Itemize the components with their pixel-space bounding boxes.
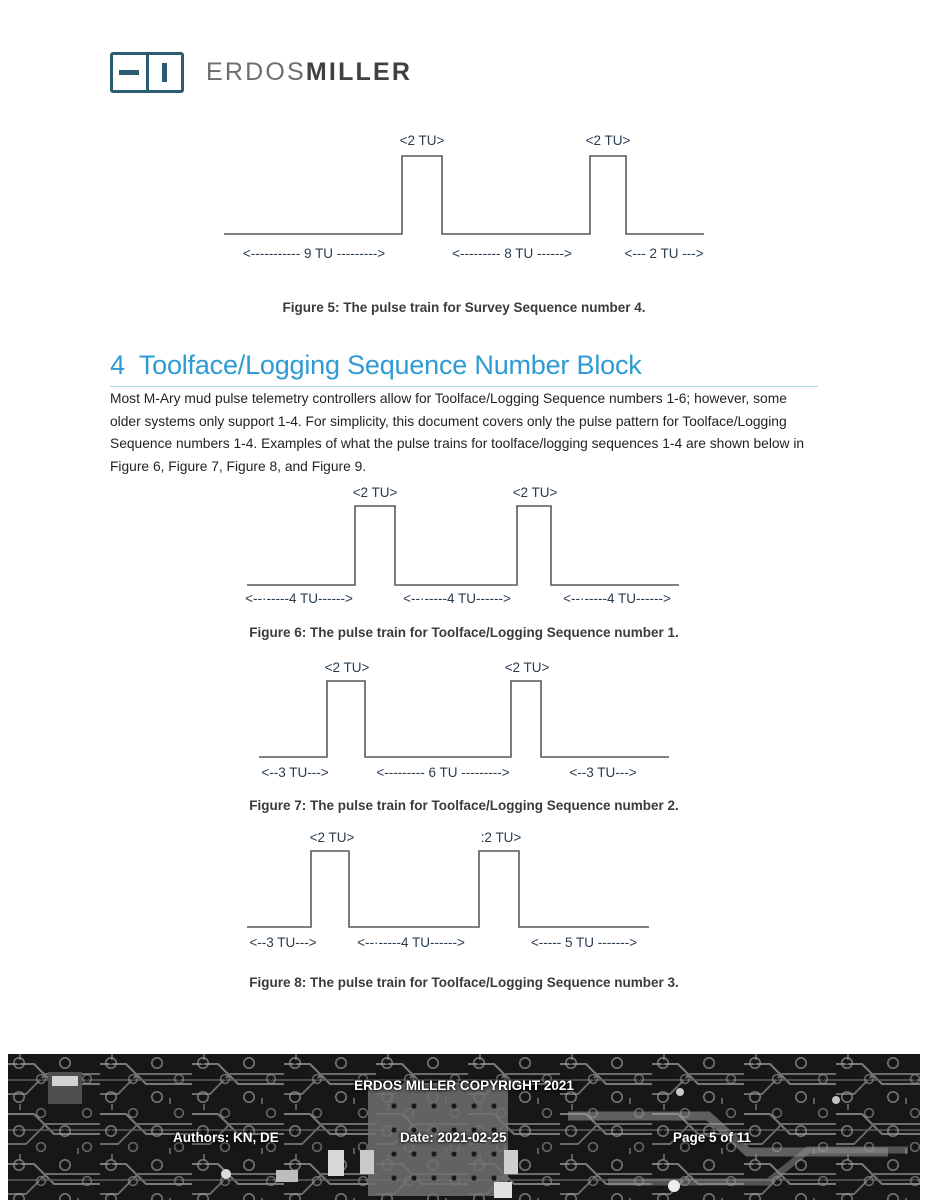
footer-authors: Authors: KN, DE	[173, 1130, 279, 1145]
figure-5-interval-label-3: <--- 2 TU --->	[624, 246, 704, 261]
figure-6-interval-label-2: <--·-----4 TU------>	[403, 591, 511, 606]
figure-6-caption: Figure 6: The pulse train for Toolface/Logging Sequence number 1.	[249, 625, 679, 640]
footer-copyright: ERDOS MILLER COPYRIGHT 2021	[354, 1078, 574, 1093]
figure-7-graphic	[0, 655, 928, 783]
figure-6-graphic	[0, 480, 928, 608]
figure-5-waveform	[204, 128, 724, 268]
figure-8-interval-label-1: <--3 TU--->	[249, 935, 317, 950]
figure-6-interval-label-3: <--·-----4 TU------>	[563, 591, 671, 606]
section-heading	[110, 350, 818, 387]
figure-7-waveform	[239, 655, 689, 783]
figure-5-wave-path	[224, 156, 704, 234]
brand-wordmark	[206, 58, 412, 87]
figure-7-caption: Figure 7: The pulse train for Toolface/Logging Sequence number 2.	[249, 798, 679, 813]
section-paragraph: Most M-Ary mud pulse telemetry controllers allow for Toolface/Logging Sequence numbers 1-6; however, some older systems only support 1-4. For simplicity, this document covers only the pulse pattern for Toolface/Logging Sequence numbers 1-4. Examples of what the pulse trains for toolface/logging sequences 1-4 are shown below in Figure 6, Figure 7, Figure 8, and Figure 9.	[110, 391, 805, 474]
figure-7-interval-label-1: <--3 TU--->	[261, 765, 329, 780]
logo-cell-bar	[146, 55, 182, 90]
figure-7-wave-path	[259, 681, 669, 757]
brand-name-light: ERDOS	[206, 58, 306, 86]
figure-5-caption: Figure 5: The pulse train for Survey Sequence number 4.	[282, 300, 646, 315]
figure-6-interval-label-1: <--·-----4 TU------>	[245, 591, 353, 606]
footer-page-number: Page 5 of 11	[673, 1130, 752, 1145]
figure-5-graphic	[0, 128, 928, 268]
figure-8-caption: Figure 8: The pulse train for Toolface/Logging Sequence number 3.	[249, 975, 679, 990]
logo-cell-dash	[113, 55, 146, 90]
erdosmiller-logo-icon	[110, 52, 184, 93]
figure-5-pulse-label-1: <2 TU>	[399, 133, 445, 148]
figure-8-graphic	[0, 825, 928, 953]
footer-date: Date: 2021-02-25	[400, 1130, 507, 1145]
figure-6-pulse-label-1: <2 TU>	[352, 485, 398, 500]
logo-bar-shape	[162, 63, 167, 82]
section-title: Toolface/Logging Sequence Number Block	[138, 350, 642, 380]
brand-name-bold: MILLER	[305, 58, 413, 86]
figure-8-interval-label-2: <--·-----4 TU------>	[357, 935, 465, 950]
figure-8-pulse-label-1: <2 TU>	[309, 830, 355, 845]
figure-7-pulse-label-2: <2 TU>	[504, 660, 550, 675]
figure-6-waveform	[229, 480, 699, 608]
figure-8-pulse-label-2: :2 TU>	[480, 830, 522, 845]
figure-7-interval-label-3: <--3 TU--->	[569, 765, 637, 780]
figure-8-waveform	[239, 825, 689, 953]
figure-8-wave-path	[247, 851, 649, 927]
page-footer	[8, 1054, 920, 1200]
logo-dash-shape	[119, 70, 139, 75]
figure-6-wave-path	[247, 506, 679, 585]
figure-5-interval-label-1: <----------- 9 TU --------->	[242, 246, 386, 261]
circuit-board-image	[8, 1054, 920, 1200]
figure-5-interval-label-2: <--------- 8 TU ------>	[452, 246, 572, 261]
figure-7-pulse-label-1: <2 TU>	[324, 660, 370, 675]
figure-5-pulse-label-2: <2 TU>	[585, 133, 631, 148]
brand-logo	[110, 52, 412, 93]
figure-8-interval-label-3: <----- 5 TU ------->	[530, 935, 638, 950]
section-number: 4	[110, 350, 125, 380]
figure-6-pulse-label-2: <2 TU>	[512, 485, 558, 500]
figure-7-interval-label-2: <--------- 6 TU --------->	[376, 765, 510, 780]
